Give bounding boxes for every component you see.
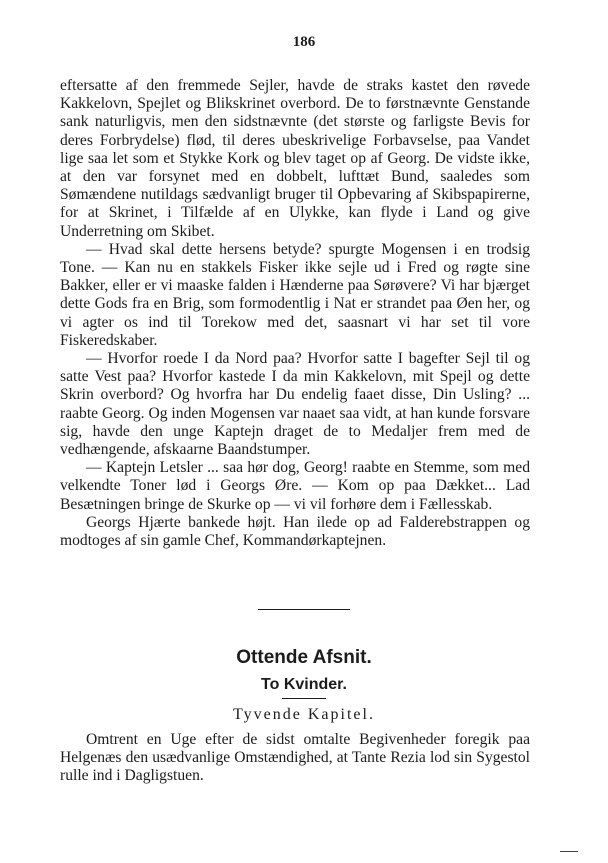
paragraph: — Hvad skal dette hersens betyde? spurgte Mogensen i en trodsig Tone. — Kan nu en stakkels Fisker ikke sejle ud i Fred og røgte sine Bakker, eller er vi maaske falden i Hænderne paa Sørøvere? Vi har bjærget dette Gods fra en Brig, som formodentlig i Nat er strandet paa Øen her, og vi agter os ind til Torekow med det, saasnart vi har set til vore Fiskeredskaber. [60, 240, 530, 349]
subtitle-divider [282, 698, 326, 699]
paragraph: Omtrent en Uge efter de sidst omtalte Begivenheder foregik paa Helgenæs den usædvanlige Omstændighed, at Tante Rezia lod sin Sygestol rulle ind i Dagligstuen. [60, 731, 530, 785]
paragraph: — Hvorfor roede I da Nord paa? Hvorfor satte I bagefter Sejl til og satte Vest paa? Hvorfor kastede I da min Kakkelovn, mit Spejl og dette Skrin overbord? Og hvorfra har Du endelig faaet disse, Din Usling? ... raabte Georg. Og inden Mogensen var naaet saa vidt, at han kunde forsvare sig, havde den unge Kaptejn draget de to Medaljer frem med de vedhængende, afskaarne Baandstumper. [60, 350, 530, 459]
corner-mark [560, 851, 578, 852]
part-title: Ottende Afsnit. [236, 647, 372, 668]
chapter-text [60, 731, 530, 786]
paragraph: Georgs Hjærte bankede højt. Han ilede op ad Falderebstrappen og modtoges af sin gamle Chef, Kommandørkaptejnen. [60, 513, 530, 550]
body-text [60, 77, 530, 550]
section-divider [258, 609, 350, 610]
part-subtitle: To Kvinder. [261, 676, 347, 693]
chapter-title: Tyvende Kapitel. [233, 706, 375, 723]
paragraph: — Kaptejn Letsler ... saa hør dog, Georg! raabte en Stemme, som med velkendte Toner lød i Georgs Øre. — Kom op paa Dækket... Lad Besætningen bringe de Skurke op — vi vil forhøre dem i Fællesskab. [60, 459, 530, 513]
paragraph: eftersatte af den fremmede Sejler, havde de straks kastet den røvede Kakkelovn, Spejlet og Blikskrinet overbord. De to førstnævnte Genstande sank naturligvis, men den sidstnævnte (det største og farligste Bevis for deres Forbrydelse) flød, til deres ubeskrivelige Forbavselse, paa Vandet lige saa let som et Stykke Kork og blev taget op af Georg. De vidste ikke, at den var forsynet med en dobbelt, lufttæt Bund, saaledes som Sømændene nutildags sædvanligt bruger til Opbevaring af Skibspapirerne, for at Skrinet, i Tilfælde af en Ulykke, kan flyde i Land og give Underretning om Skibet. [60, 77, 530, 240]
page-number: 186 [292, 34, 316, 50]
